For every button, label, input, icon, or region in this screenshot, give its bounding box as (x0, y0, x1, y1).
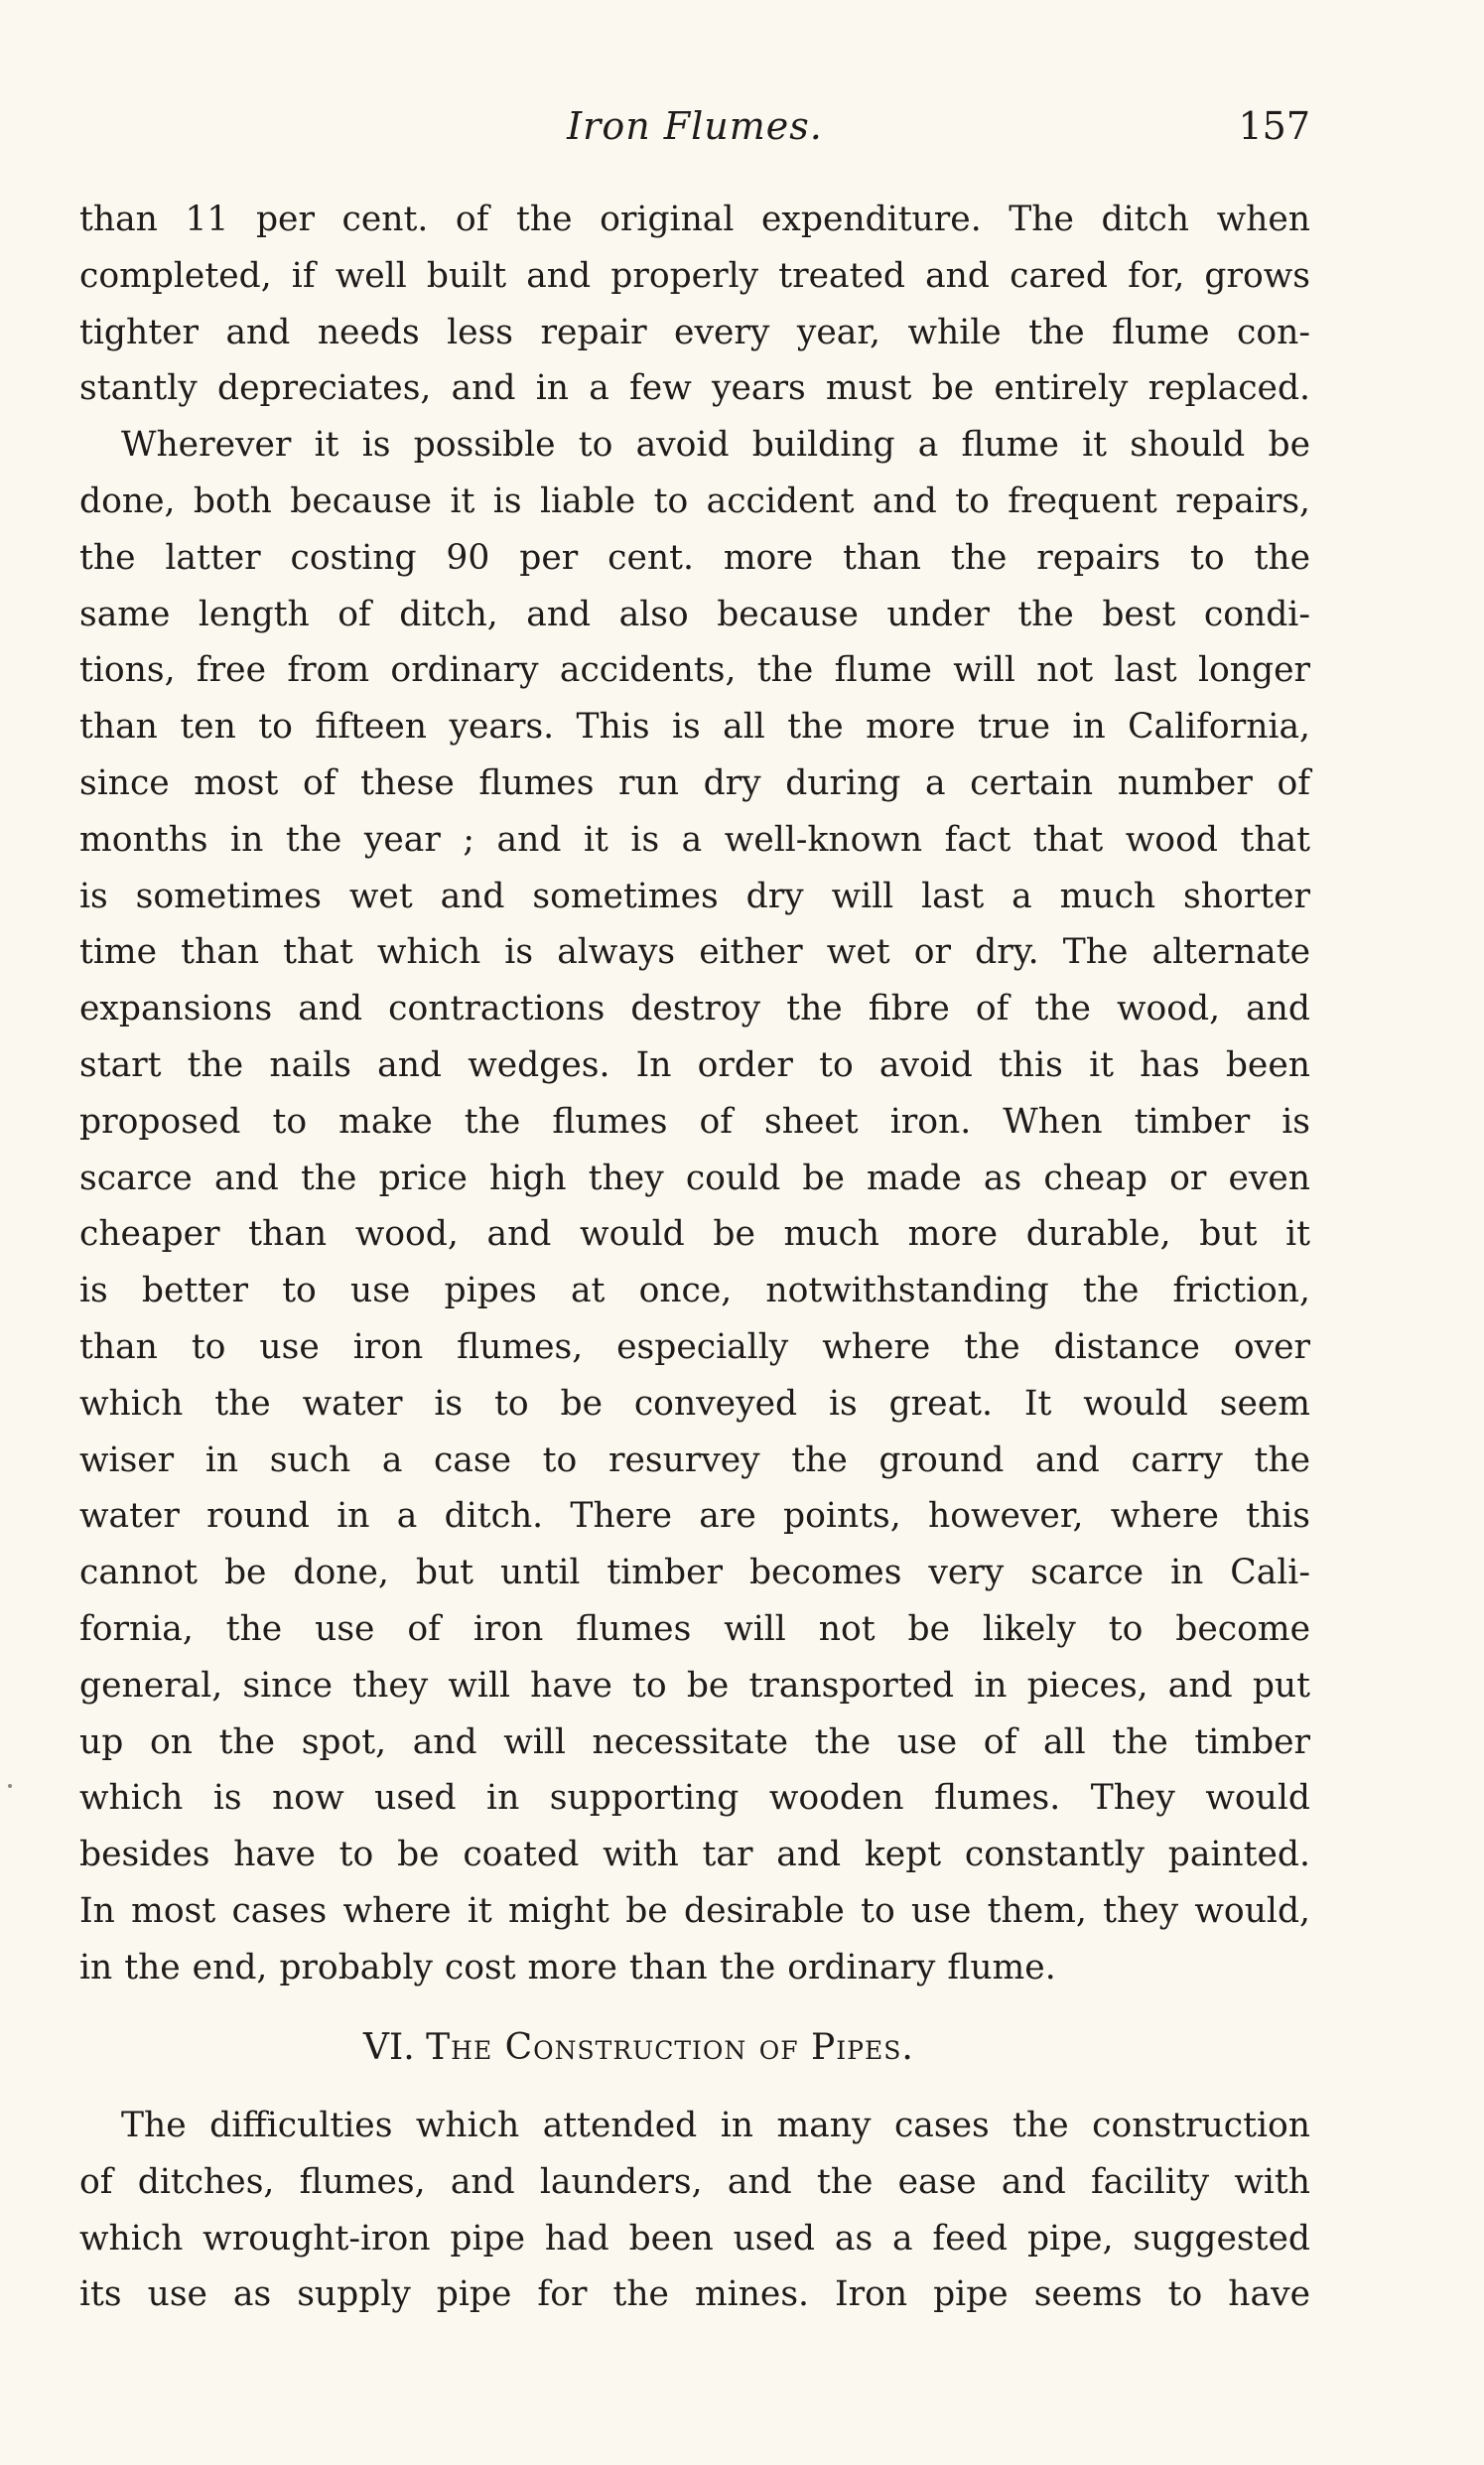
text-line: since most of these flumes run dry during a certain number of (79, 762, 1310, 803)
text-line: stantly depreciates, and in a few years must be entirely replaced. (79, 368, 1310, 409)
section-heading (79, 2018, 1310, 2078)
text-line: which wrought-iron pipe had been used as a feed pipe, suggested (79, 2218, 1310, 2259)
running-head (79, 91, 1310, 161)
text-line: completed, if well built and properly treated and cared for, grows (79, 255, 1310, 296)
text-line: proposed to make the flumes of sheet iron. When timber is (79, 1101, 1310, 1142)
paragraph-2 (79, 417, 1310, 1995)
text-line: start the nails and wedges. In order to avoid this it has been (79, 1044, 1310, 1085)
text-line: done, both because it is liable to accident and to frequent repairs, (79, 480, 1310, 521)
text-line: months in the year ; and it is a well-known fact that wood that (79, 819, 1310, 860)
text-line: of ditches, flumes, and launders, and the ease and facility with (79, 2161, 1310, 2202)
text-line: water round in a ditch. There are points, however, where this (79, 1496, 1310, 1537)
text-line: which the water is to be conveyed is great. It would seem (79, 1383, 1310, 1424)
text-line: than to use iron flumes, especially where the distance over (79, 1326, 1310, 1367)
text-line: in the end, probably cost more than the ordinary flume. (79, 1947, 1056, 1987)
text-line: is sometimes wet and sometimes dry will last a much shorter (79, 876, 1310, 916)
text-line: expansions and contractions destroy the fibre of the wood, and (79, 989, 1310, 1029)
page-number: 157 (1238, 104, 1310, 148)
gutter-mark (8, 1784, 12, 1788)
text-line: its use as supply pipe for the mines. Iron pipe seems to have (79, 2274, 1310, 2315)
running-title: Iron Flumes. (567, 104, 823, 148)
text-line: tions, free from ordinary accidents, the flume will not last longer (79, 650, 1310, 691)
text-line: up on the spot, and will necessitate the use of all the timber (79, 1721, 1310, 1762)
text-line: besides have to be coated with tar and kept constantly painted. (79, 1835, 1310, 1875)
paragraph-3 (79, 2098, 1310, 2323)
text-line: the latter costing 90 per cent. more than the repairs to the (79, 537, 1310, 578)
text-line: same length of ditch, and also because under the best condi- (79, 594, 1310, 634)
text-line: which is now used in supporting wooden flumes. They would (79, 1778, 1310, 1819)
body-text-upper (79, 192, 1310, 1996)
text-line: The difficulties which attended in many cases the construction (121, 2106, 1310, 2145)
text-line: In most cases where it might be desirable to use them, they would, (79, 1890, 1310, 1931)
text-line: Wherever it is possible to avoid building a flume it should be (121, 425, 1310, 466)
text-line: than ten to fifteen years. This is all the more true in California, (79, 707, 1310, 748)
text-line: general, since they will have to be transported in pieces, and put (79, 1665, 1310, 1706)
text-line: is better to use pipes at once, notwithstanding the friction, (79, 1271, 1310, 1311)
text-line: than 11 per cent. of the original expenditure. The ditch when (79, 200, 1310, 239)
text-line: wiser in such a case to resurvey the ground and carry the (79, 1439, 1310, 1480)
section-title: The Construction of Pipes. (426, 2027, 914, 2068)
text-line: scarce and the price high they could be made as cheap or even (79, 1158, 1310, 1198)
text-line: cheaper than wood, and would be much more durable, but it (79, 1214, 1310, 1255)
text-line: cannot be done, but until timber becomes very scarce in Cali- (79, 1553, 1310, 1593)
text-line: fornia, the use of iron flumes will not be likely to become (79, 1608, 1310, 1649)
paragraph-1 (79, 192, 1310, 417)
text-line: time than that which is always either wet or dry. The alternate (79, 932, 1310, 973)
section-number: VI. (363, 2027, 415, 2068)
text-line: tighter and needs less repair every year, while the flume con- (79, 312, 1310, 352)
